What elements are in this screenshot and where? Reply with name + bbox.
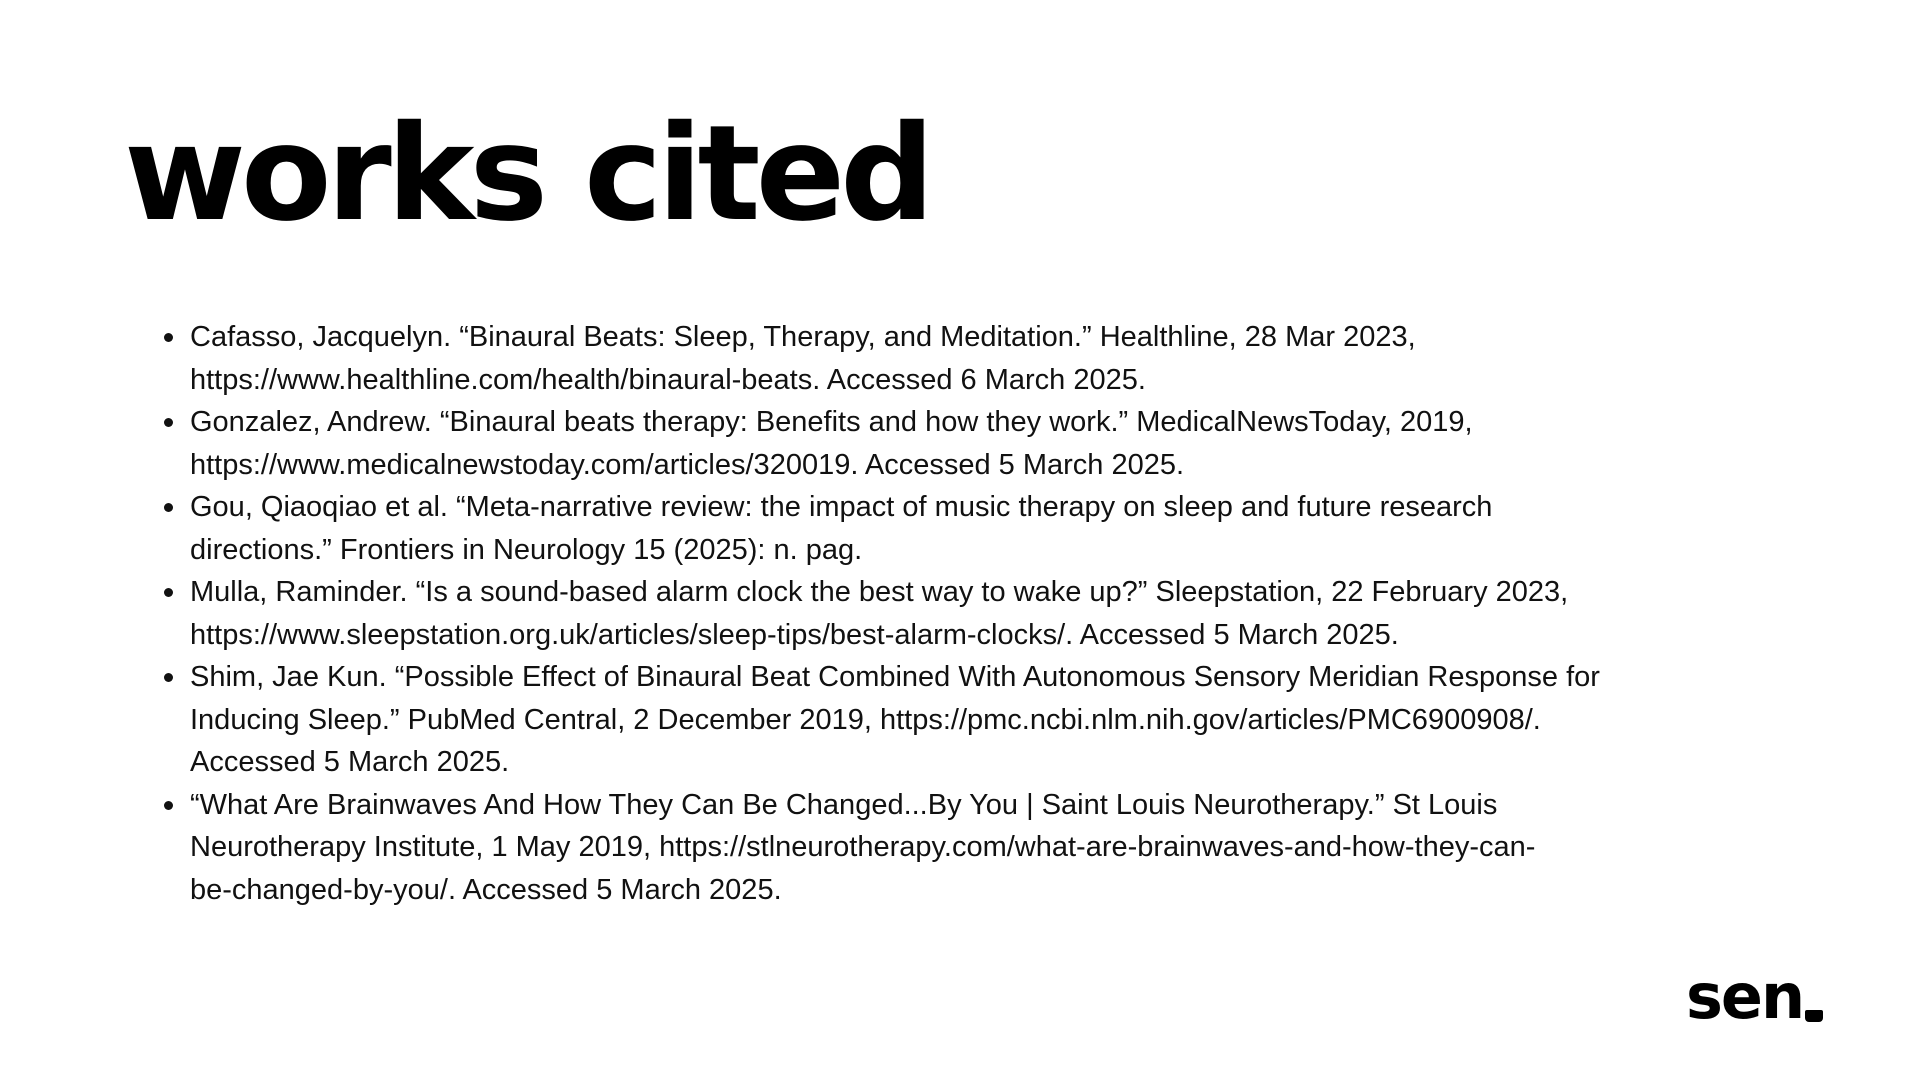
reference-line: “What Are Brainwaves And How They Can Be Changed...By You | Saint Louis Neurotherapy.” St Louis [190,788,1498,821]
reference-line: Mulla, Raminder. “Is a sound-based alarm clock the best way to wake up?” Sleepstation, 22 February 2023, [190,576,1569,608]
reference-line: Gonzalez, Andrew. “Binaural beats therapy: Benefits and how they work.” MedicalNewsToday, 2019, [190,406,1473,438]
reference-line: Cafasso, Jacquelyn. “Binaural Beats: Sleep, Therapy, and Meditation.” Healthline, 28 Mar 2023, [190,321,1416,353]
reference-item [190,316,1810,401]
reference-line: Neurotherapy Institute, 1 May 2019, https://stlneurotherapy.com/what-are-brainwaves-and-how-they-can- [190,831,1536,863]
bullet-icon [164,418,173,427]
reference-line: Accessed 5 March 2025. [190,746,510,778]
references-list [190,316,1810,911]
reference-item [190,401,1810,486]
brand-logo [1686,958,1823,1033]
bullet-icon [164,503,173,512]
logo-dot-icon [1805,1010,1823,1022]
bullet-icon [164,801,173,810]
bullet-icon [164,588,173,597]
page-title: works cited [124,97,930,251]
reference-item [190,486,1810,571]
reference-item [190,656,1810,784]
bullet-icon [164,673,173,682]
reference-line: Gou, Qiaoqiao et al. “Meta-narrative review: the impact of music therapy on sleep and future research [190,491,1493,523]
reference-line: https://www.sleepstation.org.uk/articles/sleep-tips/best-alarm-clocks/. Accessed 5 March 2025. [190,618,1399,651]
logo-text: sen [1686,960,1804,1033]
reference-line: Shim, Jae Kun. “Possible Effect of Binaural Beat Combined With Autonomous Sensory Meridian Response for [190,661,1600,693]
reference-item [190,784,1810,912]
reference-line: directions.” Frontiers in Neurology 15 (2025): n. pag. [190,533,863,566]
bullet-icon [164,333,173,342]
reference-line: be-changed-by-you/. Accessed 5 March 2025. [190,873,782,906]
reference-line: Inducing Sleep.” PubMed Central, 2 December 2019, https://pmc.ncbi.nlm.nih.gov/articles/PMC6900908/. [190,703,1541,736]
reference-item [190,571,1810,656]
reference-line: https://www.healthline.com/health/binaural-beats. Accessed 6 March 2025. [190,363,1146,396]
reference-line: https://www.medicalnewstoday.com/articles/320019. Accessed 5 March 2025. [190,448,1185,481]
